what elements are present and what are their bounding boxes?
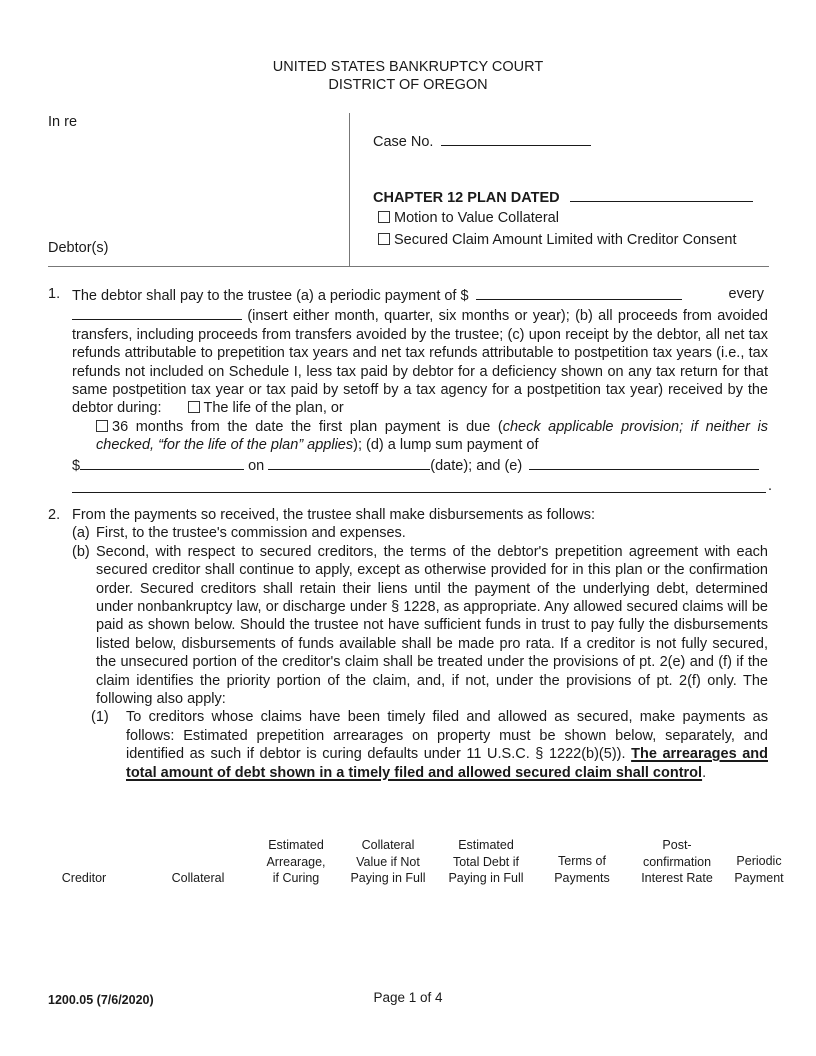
header-line: Collateral — [361, 838, 415, 852]
section-1-italic-note: check applicable provision; if neither is checked, “for the life of the plan” applies — [96, 418, 768, 454]
checkbox-life-of-plan[interactable] — [188, 401, 200, 413]
dollar-sign: $ — [72, 457, 81, 474]
lump-sum-date-input[interactable] — [268, 455, 430, 470]
payment-frequency-input[interactable] — [72, 305, 242, 320]
header-line: Estimated — [268, 838, 324, 852]
header-line: Value if Not — [356, 854, 420, 869]
section-1-every: every — [728, 286, 764, 302]
in-re-label: In re — [48, 114, 78, 130]
form-number: 1200.05 (7/6/2020) — [48, 993, 154, 1007]
section-2b1-period: . — [702, 764, 707, 781]
section-1-text: The debtor shall pay to the trustee (a) a periodic payment of $ — [72, 288, 469, 304]
caption-divider-horizontal — [48, 266, 769, 267]
section-2a-label: (a) — [72, 525, 90, 542]
section-1-body — [72, 285, 772, 495]
table-header-estimated-total-debt — [442, 837, 530, 887]
header-line: Arrearage, — [266, 854, 326, 869]
header-line: confirmation — [642, 854, 712, 869]
section-1-on: on — [248, 457, 265, 474]
header-line: Post- — [662, 838, 692, 852]
section-2a-text: First, to the trustee's commission and expenses. — [96, 525, 406, 542]
periodic-payment-amount-input[interactable] — [476, 285, 682, 300]
header-line: Collateral — [171, 871, 225, 885]
section-2b1-text: To creditors whose claims have been timely filed and allowed as secured, make payments as follows: Estimated prepetition arrearages on property must be shown below, separately, and identified as such if debtor is curing defaults under 11 U.S.C. § 1222(b)(5)). — [126, 709, 768, 763]
section-2-body — [72, 506, 768, 782]
section-1-option-36: 36 months from the date the first plan payment is due ( — [112, 418, 503, 435]
case-number-field — [373, 131, 591, 151]
case-number-input[interactable] — [441, 131, 591, 146]
header-line: Payments — [554, 870, 610, 885]
plan-title: CHAPTER 12 PLAN DATED — [373, 190, 560, 206]
header-line: Paying in Full — [448, 871, 524, 885]
table-header-periodic-payment — [728, 853, 790, 886]
plan-date-input[interactable] — [570, 187, 753, 202]
header-line: Estimated — [458, 838, 514, 852]
section-1-date-and-e: (date); and (e) — [430, 457, 523, 474]
section-2-number: 2. — [48, 507, 61, 523]
plan-title-row — [373, 187, 753, 207]
section-2a — [72, 524, 768, 542]
checkbox-icon[interactable] — [378, 211, 390, 223]
header-line: Paying in Full — [350, 871, 426, 885]
section-2b — [72, 543, 768, 782]
header-line: if Curing — [272, 871, 320, 885]
checkbox-secured-claim-limited[interactable] — [378, 231, 737, 249]
checkbox-label: Motion to Value Collateral — [394, 210, 559, 226]
section-2b1-label: (1) — [91, 709, 109, 726]
debtors-label: Debtor(s) — [48, 240, 109, 256]
table-header-collateral-value — [344, 837, 432, 887]
section-2b-label: (b) — [72, 543, 90, 560]
table-header-collateral — [160, 870, 236, 887]
section-1-period: . — [767, 478, 772, 495]
header-line: Terms of — [558, 854, 606, 868]
header-line: Creditor — [61, 871, 107, 885]
header-line: Periodic — [736, 854, 782, 868]
other-payment-input-1[interactable] — [529, 455, 759, 470]
page-number: Page 1 of 4 — [373, 990, 443, 1005]
court-district: DISTRICT OF OREGON — [328, 77, 488, 93]
checkbox-motion-value-collateral[interactable] — [378, 209, 559, 227]
table-header-estimated-arrearage — [258, 837, 334, 887]
section-2-intro: From the payments so received, the trustee shall make disbursements as follows: — [72, 507, 596, 523]
header-line: Total Debt if — [452, 854, 519, 869]
table-header-creditor — [52, 870, 116, 887]
section-1-text: ); (d) a lump sum payment of — [353, 437, 539, 454]
section-2b-text: Second, with respect to secured creditors, the terms of the debtor's prepetition agreement with each secured creditor shall continue to apply, except as otherwise provided for in this plan or the confirmation order. Secured creditors shall retain their liens until the payment of the underlying debt, determined under nonbankruptcy law, or discharge under § 1228, as appropriate. Any allowed secured claims will be paid as shown below. Should the trustee not have sufficient funds in trust to pay fully the disbursements listed below, disbursements of funds available shall be made pro rata. If a creditor is not fully secured, the unsecured portion of the creditor's claim shall be treated under the provisions of pt. 2(e) and (f) if the claim identifies the priority portion of the claim, and, if not, under the provisions of pt. 2(f) only. The following also apply: — [96, 543, 768, 708]
section-2b1 — [91, 708, 768, 782]
lump-sum-amount-input[interactable] — [80, 455, 244, 470]
other-payment-input-2[interactable] — [72, 475, 766, 493]
checkbox-label: Secured Claim Amount Limited with Creditor Consent — [394, 232, 737, 248]
section-1-number: 1. — [48, 286, 61, 302]
checkbox-36-months[interactable] — [96, 420, 108, 432]
section-1-text: (insert either month, quarter, six months or year); (b) all proceeds from avoided transfers, including proceeds from transfers avoided by the trustee; (c) upon receipt by the debtor, all net tax refunds attributable to prepetition tax years and net tax refunds attributable to postpetition tax years (i.e., tax refunds not included on Schedule I, less tax paid by debtor for a deficiency shown on any tax return for that same postpetition tax year or tax paid by setoff by a tax agency for a postpetition tax year) received by the debtor during: — [72, 308, 768, 417]
table-header-interest-rate — [632, 837, 722, 887]
header-line: Payment — [734, 870, 784, 885]
case-number-label: Case No. — [373, 134, 434, 150]
caption-divider-vertical — [349, 113, 350, 267]
table-header-terms-of-payments — [544, 853, 620, 886]
header-line: Interest Rate — [641, 871, 713, 885]
section-1-option-life: The life of the plan, or — [203, 400, 344, 417]
checkbox-icon[interactable] — [378, 233, 390, 245]
section-2b1-bold-note: The arrearages and total amount of debt shown in a timely filed and allowed secured claim shall control — [126, 746, 768, 781]
court-name: UNITED STATES BANKRUPTCY COURT — [272, 59, 544, 75]
